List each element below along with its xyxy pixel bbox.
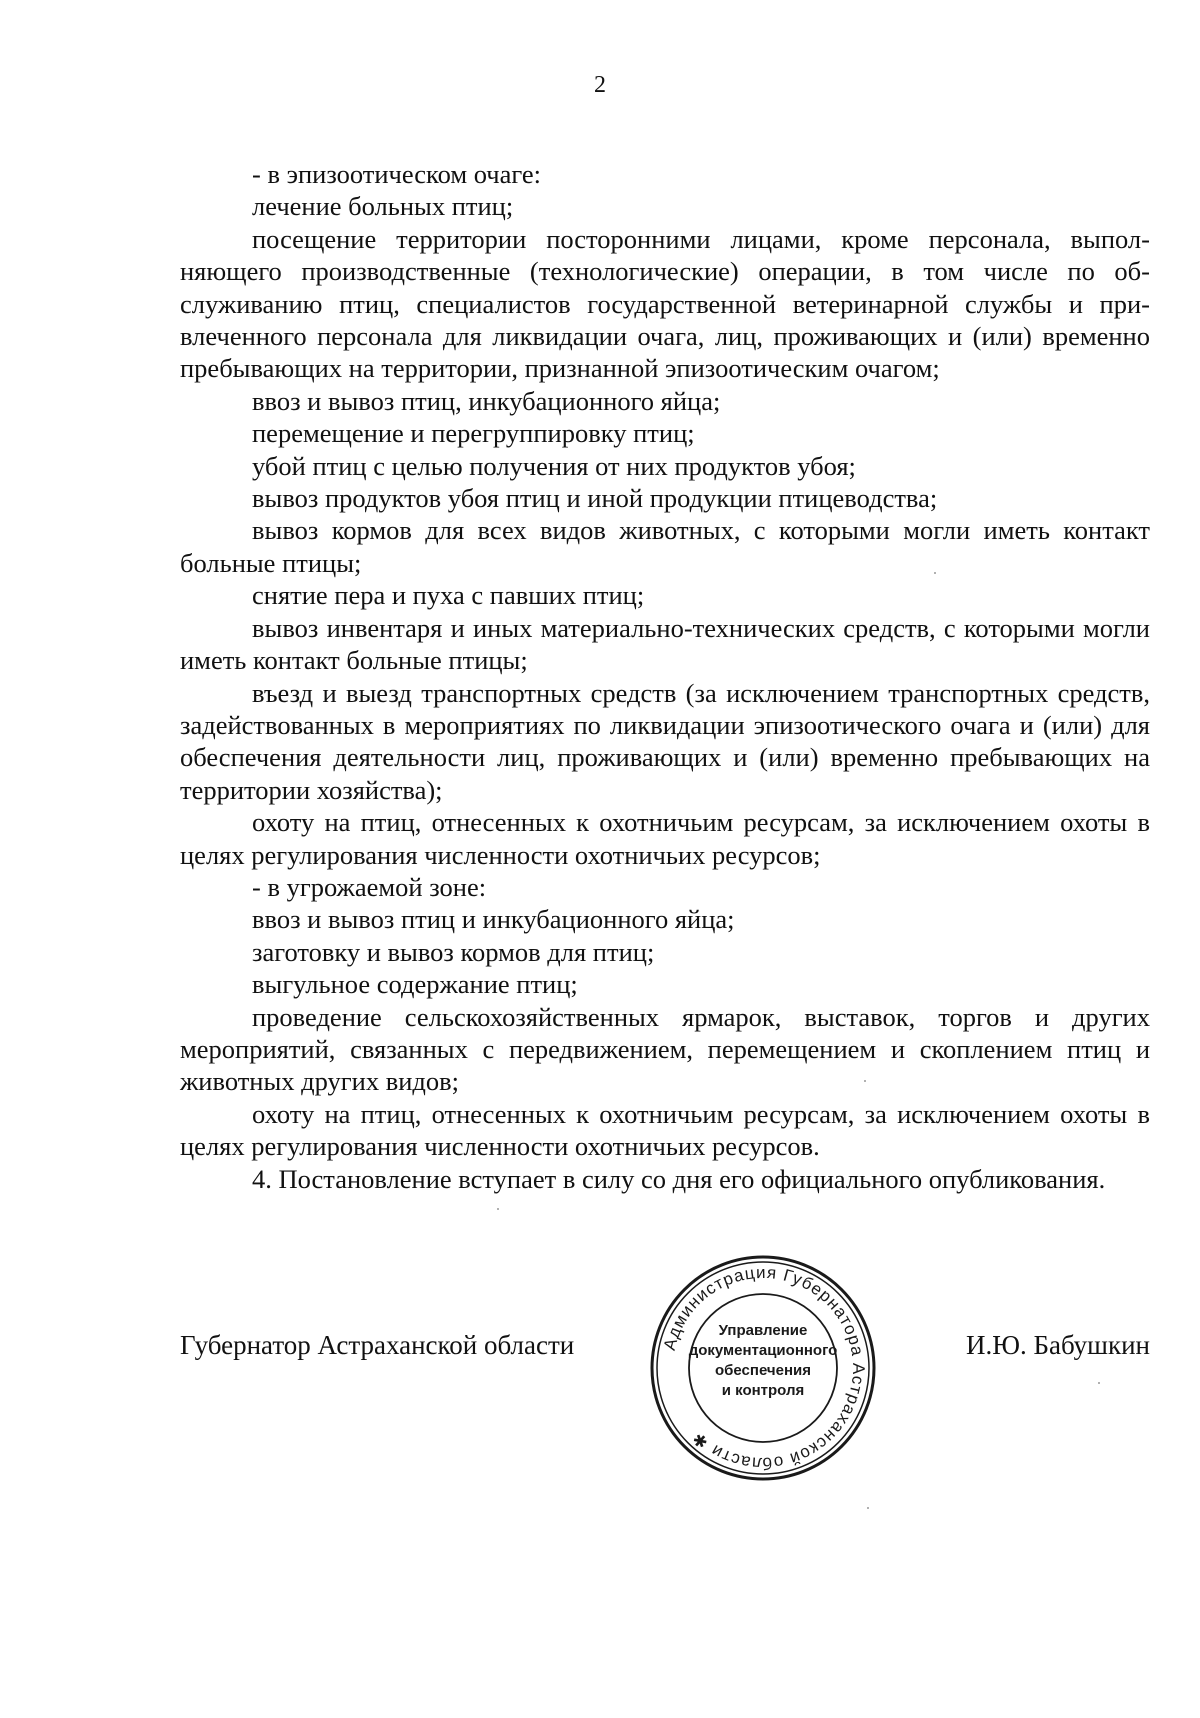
paragraph: убой птиц с целью получения от них продуктов убоя;: [252, 450, 856, 481]
scan-speck: [497, 1208, 499, 1210]
document-body: [180, 158, 1150, 1195]
stamp-center-line: обеспечения: [714, 1362, 812, 1379]
paragraph: охоту на птиц, отнесенных к охотничьим ресурсам, за исключением охоты в целях регулирования численности охотничьих ресурсов;: [180, 807, 1150, 870]
paragraph: 4. Постановление вступает в силу со дня его официального опубликования.: [252, 1163, 1106, 1194]
stamp-center-line: Управление: [718, 1322, 808, 1339]
paragraph: перемещение и перегруппировку птиц;: [252, 418, 695, 449]
signatory-title: Губернатор Астраханской области: [180, 1330, 575, 1360]
paragraph: вывоз кормов для всех видов животных, с которыми могли иметь контакт больные птицы;: [180, 515, 1150, 578]
paragraph: - в эпизоотическом очаге:: [252, 159, 542, 189]
paragraph: ввоз и вывоз птиц и инкубационного яйца;: [252, 904, 735, 935]
scan-speck: [864, 1080, 866, 1082]
paragraph: посещение территории посторонними лицами, кроме персонала, выполняющего производственные (технологические) операции, в том числе по обслуживанию птиц, специалистов государственной ветеринарной службы и привлеченного персонала для ликвидации очага, лиц, проживающих и (или) временно пребывающих на территории, признанной эпизоотическим очагом;: [180, 223, 1150, 384]
scan-speck: [1098, 1382, 1100, 1384]
paragraph: вывоз инвентаря и иных материально-технических средств, с которыми могли иметь контакт больные птицы;: [180, 612, 1150, 676]
paragraph: заготовку и вывоз кормов для птиц;: [252, 936, 655, 967]
official-stamp: [648, 1253, 878, 1483]
signatory-name: И.Ю. Бабушкин: [965, 1330, 1150, 1360]
paragraph: вывоз продуктов убоя птиц и иной продукции птицеводства;: [252, 483, 938, 514]
stamp-center-line: и контроля: [721, 1382, 805, 1399]
scan-speck: [867, 1507, 869, 1509]
stamp-ring-textpath: Администрация Губернатора Астраханской области ✱: [659, 1262, 869, 1474]
paragraph: - в угрожаемой зоне:: [252, 871, 487, 902]
stamp-center-line: документационного: [688, 1342, 838, 1359]
paragraph: снятие пера и пуха с павших птиц;: [252, 580, 645, 611]
paragraph: выгульное содержание птиц;: [252, 969, 578, 1000]
page-number: 2: [594, 72, 606, 98]
paragraph: проведение сельскохозяйственных ярмарок, выставок, торгов и других мероприятий, связанных с передвижением, перемещением и скоплением птиц и животных других видов;: [180, 1001, 1150, 1097]
paragraph: въезд и выезд транспортных средств (за исключением транспортных средств, задействованных в мероприятиях по ликвидации эпизоотического очага и (или) для обеспечения деятельности лиц, проживающих и (или) временно пребывающих на территории хозяйства);: [180, 677, 1150, 805]
paragraph: ввоз и вывоз птиц, инкубационного яйца;: [252, 385, 721, 416]
scan-speck: [934, 572, 936, 574]
paragraph: охоту на птиц, отнесенных к охотничьим ресурсам, за исключением охоты в целях регулирования численности охотничьих ресурсов.: [180, 1098, 1150, 1162]
paragraph: лечение больных птиц;: [252, 191, 514, 222]
